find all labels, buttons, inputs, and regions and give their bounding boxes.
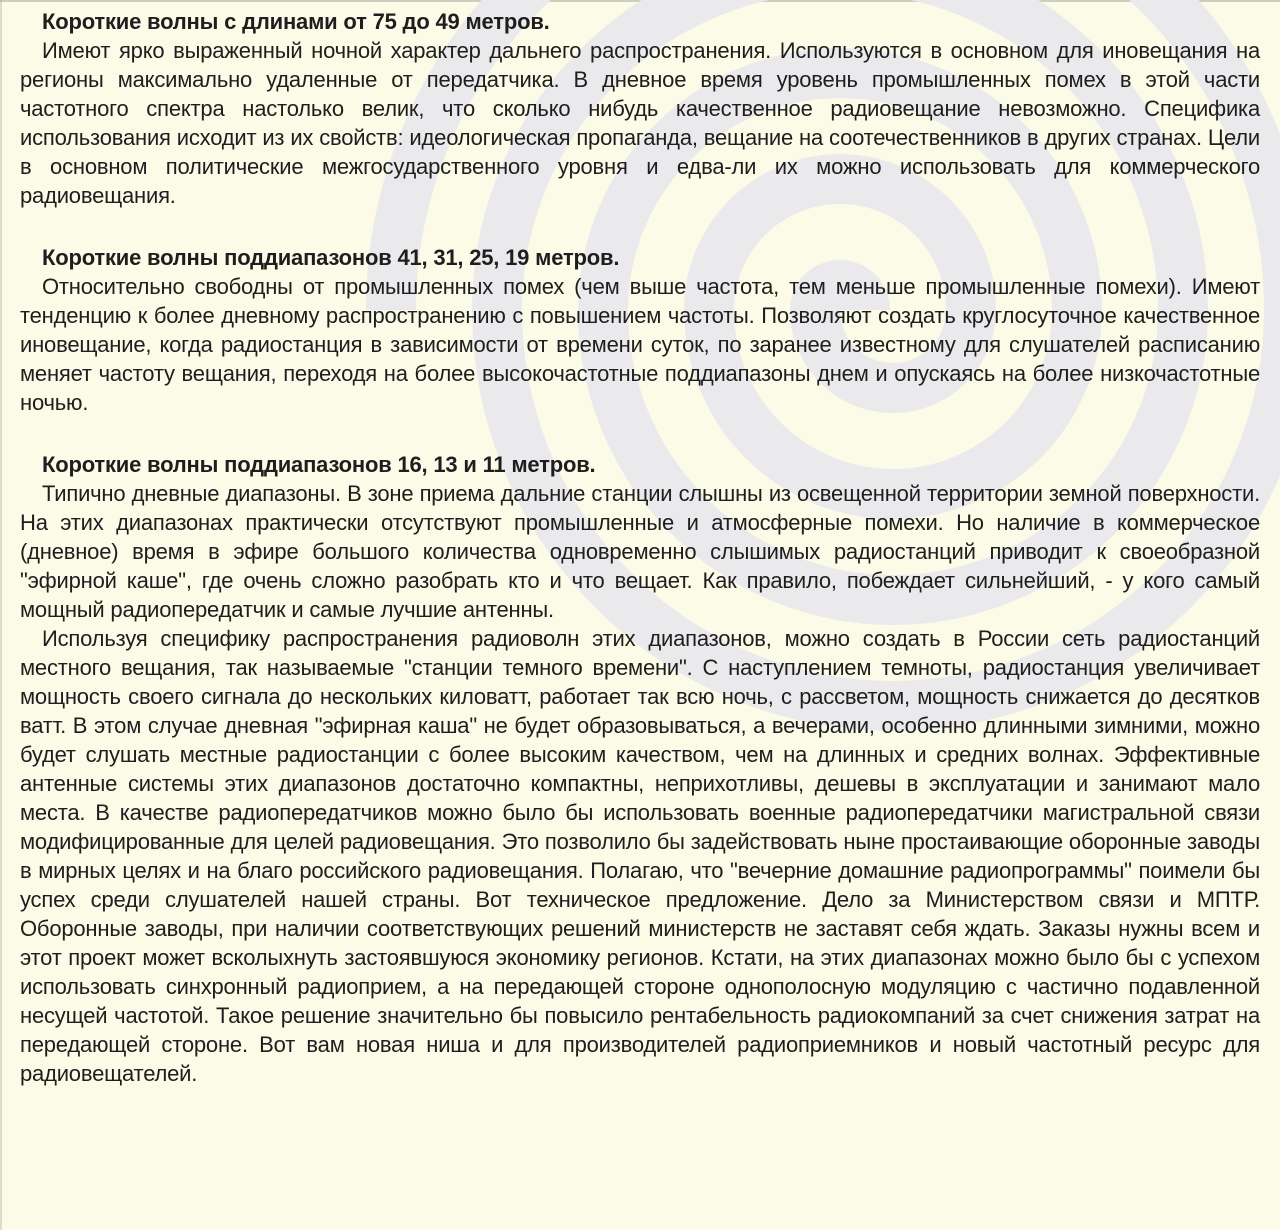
paragraph: Типично дневные диапазоны. В зоне приема дальние станции слышны из освещенной территории земной поверхности. На этих диапазонах практически отсутствуют промышленные и атмосферные помехи. Но наличие в коммерческое (дневное) время в эфире большого количества одновременно слышимых радиостанций приводит к своеобразной "эфирной каше", где очень сложно разобрать кто и что вещает. Как правило, побеждает сильнейший, - у кого самый мощный радиопередатчик и самые лучшие антенны. [20, 481, 1260, 622]
section-heading-41-19m: Короткие волны поддиапазонов 41, 31, 25, 19 метров. [42, 245, 620, 270]
paragraph: Относительно свободны от промышленных помех (чем выше частота, тем меньше промышленные помехи). Имеют тенденцию к более дневному распространению с повышением частоты. Позволяют создать круглосуточное качественное иновещание, когда радиостанция в зависимости от времени суток, по заранее известному для слушателей расписанию меняет частоту вещания, переходя на более высокочастотные поддиапазоны днем и опускаясь на более низкочастотные ночью. [20, 274, 1260, 415]
section-heading-75-49m: Короткие волны с длинами от 75 до 49 метров. [42, 9, 550, 34]
section-heading-16-11m: Короткие волны поддиапазонов 16, 13 и 11 метров. [42, 452, 596, 477]
paragraph: Используя специфику распространения радиоволн этих диапазонов, можно создать в России сеть радиостанций местного вещания, так называемые "станции темного времени". С наступлением темноты, радиостанция увеличивает мощность своего сигнала до нескольких киловатт, работает так всю ночь, с рассветом, мощность снижается до десятков ватт. В этом случае дневная "эфирная каша" не будет образовываться, а вечерами, особенно длинными зимними, можно будет слушать местные радиостанции с более высоким качеством, чем на длинных и средних волнах. Эффективные антенные системы этих диапазонов достаточно компактны, неприхотливы, дешевы в эксплуатации и занимают мало места. В качестве радиопередатчиков можно было бы использовать военные радиопередатчики магистральной связи модифицированные для целей радиовещания. Это позволило бы задействовать ныне простаивающие оборонные заводы в мирных целях и на благо российского радиовещания. Полагаю, что "вечерние домашние радиопрограммы" поимели бы успех среди слушателей нашей страны. Вот техническое предложение. Дело за Министерством связи и МПТР. Оборонные заводы, при наличии соответствующих решений министерств не заставят себя ждать. Заказы нужны всем и этот проект может всколыхнуть застоявшуюся экономику регионов. Кстати, на этих диапазонах можно было бы с успехом использовать синхронный радиоприем, а на передающей стороне однополосную модуляцию с частично подавленной несущей частотой. Такое решение значительно бы повысило рентабельность радиокомпаний за счет снижения затрат на передающей стороне. Вот вам новая ниша и для производителей радиоприемников и новый частотный ресурс для радиовещателей. [20, 626, 1260, 1086]
paragraph: Имеют ярко выраженный ночной характер дальнего распространения. Используются в основном для иновещания на регионы максимально удаленные от передатчика. В дневное время уровень промышленных помех в этой части частотного спектра настолько велик, что сколько нибудь качественное радиовещание невозможно. Специфика использования исходит из их свойств: идеологическая пропаганда, вещание на соотечественников в других странах. Цели в основном политические межгосударственного уровня и едва-ли их можно использовать для коммерческого радиовещания. [20, 38, 1260, 208]
